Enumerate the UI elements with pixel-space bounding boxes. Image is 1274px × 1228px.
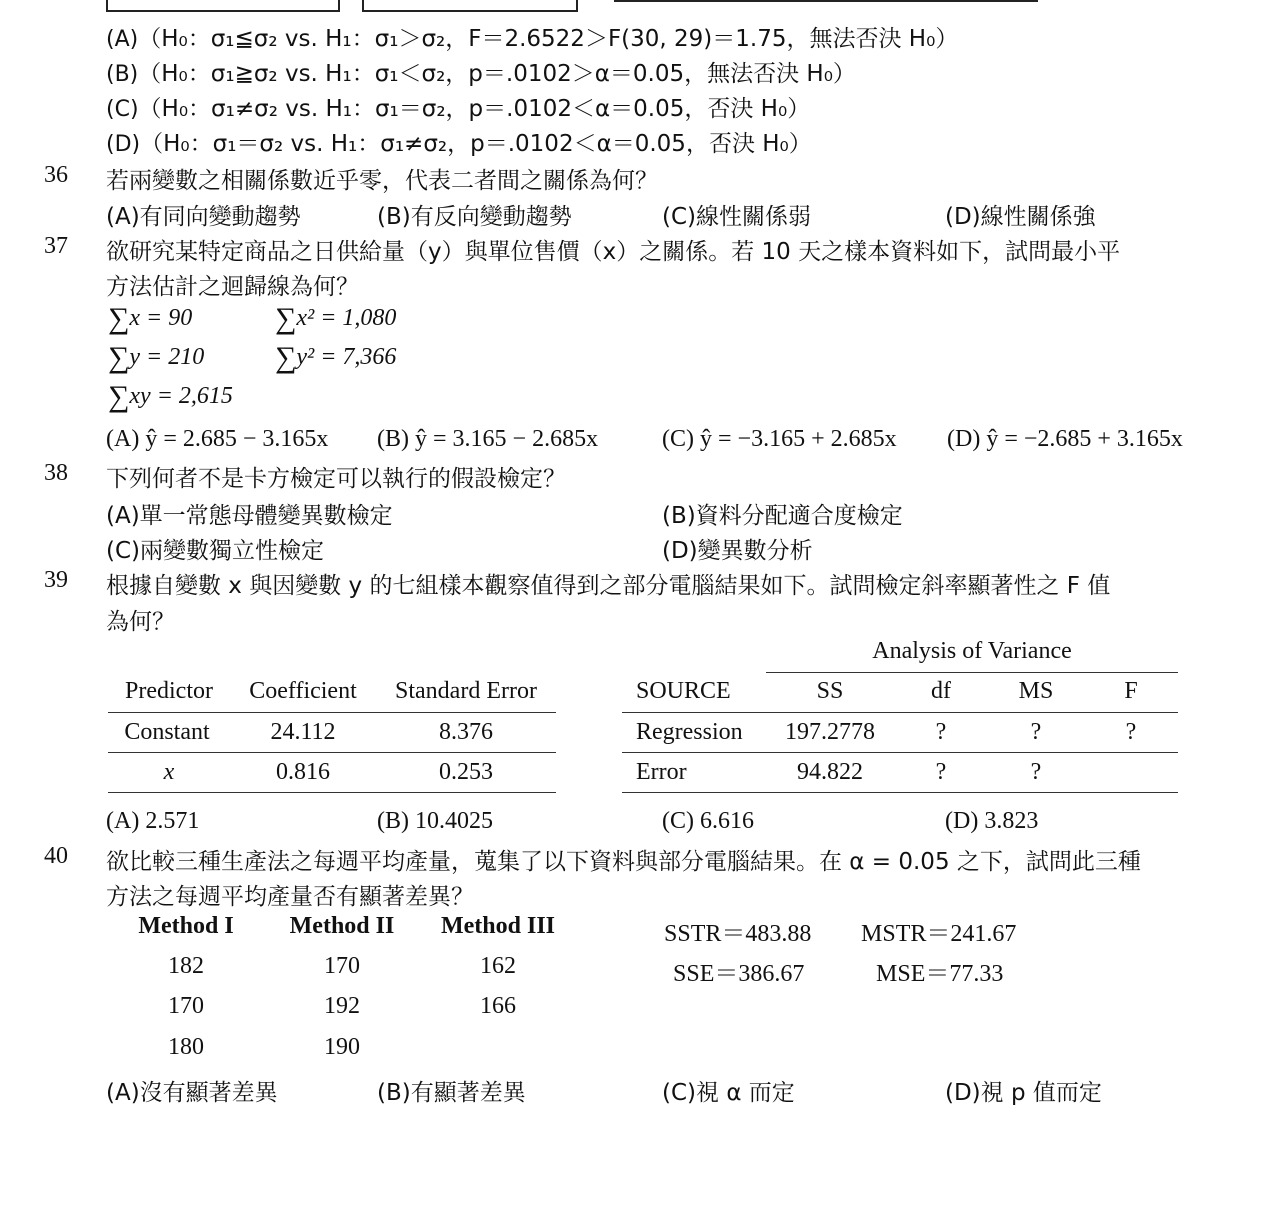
anova-title: Analysis of Variance — [872, 638, 1072, 664]
coef-header-coefficient: Coefficient — [249, 678, 357, 704]
q37-option-c[interactable]: (C) ŷ = −3.165 + 2.685x — [662, 426, 897, 452]
q38-option-d[interactable]: (D)變異數分析 — [662, 538, 813, 564]
q39-option-a[interactable]: (A) 2.571 — [106, 808, 200, 834]
anova-rule-1 — [622, 712, 1178, 713]
q40-option-c[interactable]: (C)視 α 而定 — [662, 1080, 795, 1106]
q35-option-a[interactable]: (A)（H₀：σ₁≦σ₂ vs. H₁：σ₁＞σ₂，F＝2.6522＞F(30, 29)＝1.75，無法否決 H₀） — [106, 26, 959, 52]
q39-option-c[interactable]: (C) 6.616 — [662, 808, 754, 834]
anova-rule-2 — [622, 752, 1178, 753]
q35-option-b[interactable]: (B)（H₀：σ₁≧σ₂ vs. H₁：σ₁＜σ₂，p＝.0102＞α＝0.05，無法否決 H₀） — [106, 61, 856, 87]
anova-header-ms: MS — [1018, 678, 1054, 704]
method2-value: 192 — [324, 993, 360, 1019]
q38-number: 38 — [44, 460, 68, 486]
q37-question-line2: 方法估計之迴歸線為何？ — [106, 274, 359, 300]
q38-option-b[interactable]: (B)資料分配適合度檢定 — [662, 503, 903, 529]
method-header-3: Method III — [440, 913, 555, 939]
anova-cell-regression-ms: ? — [1030, 719, 1042, 745]
q40-option-d[interactable]: (D)視 p 值而定 — [945, 1080, 1102, 1106]
method3-value: 166 — [480, 993, 516, 1019]
q36-option-c[interactable]: (C)線性關係弱 — [662, 204, 812, 230]
stat-mstr: MSTR＝241.67 — [861, 921, 1017, 947]
anova-cell-error-ss: 94.822 — [797, 759, 863, 785]
q37-option-a[interactable]: (A) ŷ = 2.685 − 3.165x — [106, 426, 329, 452]
coef-header-predictor: Predictor — [125, 678, 213, 704]
coef-cell-x-se: 0.253 — [439, 759, 493, 785]
sum-y: ∑y = 210 — [108, 341, 205, 374]
method2-value: 170 — [324, 953, 360, 979]
anova-header-source: SOURCE — [636, 678, 731, 704]
stat-mse: MSE＝77.33 — [876, 961, 1004, 987]
anova-cell-error: Error — [636, 759, 687, 785]
method3-value: 162 — [480, 953, 516, 979]
q39-number: 39 — [44, 567, 68, 593]
method1-value: 180 — [168, 1034, 204, 1060]
coef-cell-constant-se: 8.376 — [439, 719, 493, 745]
sum-x: ∑x = 90 — [108, 302, 193, 335]
anova-cell-regression-ss: 197.2778 — [785, 719, 875, 745]
q39-question-line2: 為何？ — [106, 609, 175, 635]
q38-option-c[interactable]: (C)兩變數獨立性檢定 — [106, 538, 325, 564]
q37-number: 37 — [44, 233, 68, 259]
q37-option-d[interactable]: (D) ŷ = −2.685 + 3.165x — [947, 426, 1183, 452]
q40-question-line1: 欲比較三種生產法之每週平均產量，蒐集了以下資料與部分電腦結果。在 α = 0.05 之下，試問此三種 — [106, 849, 1141, 875]
coef-header-stderr: Standard Error — [395, 678, 537, 704]
q38-option-a[interactable]: (A)單一常態母體變異數檢定 — [106, 503, 393, 529]
anova-title-rule — [766, 672, 1178, 673]
coef-cell-x-coef: 0.816 — [276, 759, 330, 785]
anova-cell-regression-df: ? — [935, 719, 947, 745]
anova-cell-error-df: ? — [935, 759, 947, 785]
anova-header-df: df — [931, 678, 951, 704]
q36-question: 若兩變數之相關係數近乎零，代表二者間之關係為何？ — [106, 168, 658, 194]
q35-option-d[interactable]: (D)（H₀：σ₁＝σ₂ vs. H₁：σ₁≠σ₂，p＝.0102＜α＝0.05，否決 H₀） — [106, 131, 812, 157]
anova-cell-regression-f: ? — [1125, 719, 1137, 745]
q40-question-line2: 方法之每週平均產量否有顯著差異？ — [106, 884, 474, 910]
q39-question-line1: 根據自變數 x 與因變數 y 的七組樣本觀察值得到之部分電腦結果如下。試問檢定斜率顯著性之 F 值 — [106, 573, 1111, 599]
q37-option-b[interactable]: (B) ŷ = 3.165 − 2.685x — [377, 426, 599, 452]
anova-header-f: F — [1124, 678, 1138, 704]
coef-rule-1 — [108, 712, 556, 713]
anova-cell-regression: Regression — [636, 719, 743, 745]
cropped-box-2 — [362, 0, 578, 12]
coef-rule-2 — [108, 752, 556, 753]
method1-value: 182 — [168, 953, 204, 979]
q36-option-d[interactable]: (D)線性關係強 — [945, 204, 1096, 230]
method-header-1: Method I — [138, 913, 234, 939]
q40-number: 40 — [44, 843, 68, 869]
method1-value: 170 — [168, 993, 204, 1019]
q37-question-line1: 欲研究某特定商品之日供給量（y）與單位售價（x）之關係。若 10 天之樣本資料如下，試問最小平 — [106, 239, 1121, 265]
q36-number: 36 — [44, 162, 68, 188]
sum-xy: ∑xy = 2,615 — [108, 380, 233, 413]
q36-option-a[interactable]: (A)有同向變動趨勢 — [106, 204, 301, 230]
anova-cell-error-ms: ? — [1030, 759, 1042, 785]
coef-cell-x: x — [163, 759, 175, 785]
coef-rule-3 — [108, 792, 556, 793]
method2-value: 190 — [324, 1034, 360, 1060]
method-header-2: Method II — [289, 913, 395, 939]
sum-x2: ∑x² = 1,080 — [275, 302, 397, 335]
q40-option-a[interactable]: (A)沒有顯著差異 — [106, 1080, 278, 1106]
q39-option-d[interactable]: (D) 3.823 — [945, 808, 1039, 834]
q38-question: 下列何者不是卡方檢定可以執行的假設檢定？ — [106, 466, 566, 492]
q40-option-b[interactable]: (B)有顯著差異 — [377, 1080, 526, 1106]
sum-y2: ∑y² = 7,366 — [275, 341, 397, 374]
coef-cell-constant-coef: 24.112 — [270, 719, 336, 745]
coef-cell-constant: Constant — [124, 719, 210, 745]
anova-header-ss: SS — [816, 678, 844, 704]
q36-option-b[interactable]: (B)有反向變動趨勢 — [377, 204, 572, 230]
stat-sstr: SSTR＝483.88 — [664, 921, 812, 947]
cropped-box-3 — [614, 0, 1038, 2]
stat-sse: SSE＝386.67 — [673, 961, 805, 987]
q35-option-c[interactable]: (C)（H₀：σ₁≠σ₂ vs. H₁：σ₁＝σ₂，p＝.0102＜α＝0.05，否決 H₀） — [106, 96, 811, 122]
anova-rule-3 — [622, 792, 1178, 793]
q39-option-b[interactable]: (B) 10.4025 — [377, 808, 493, 834]
cropped-box-1 — [106, 0, 340, 12]
